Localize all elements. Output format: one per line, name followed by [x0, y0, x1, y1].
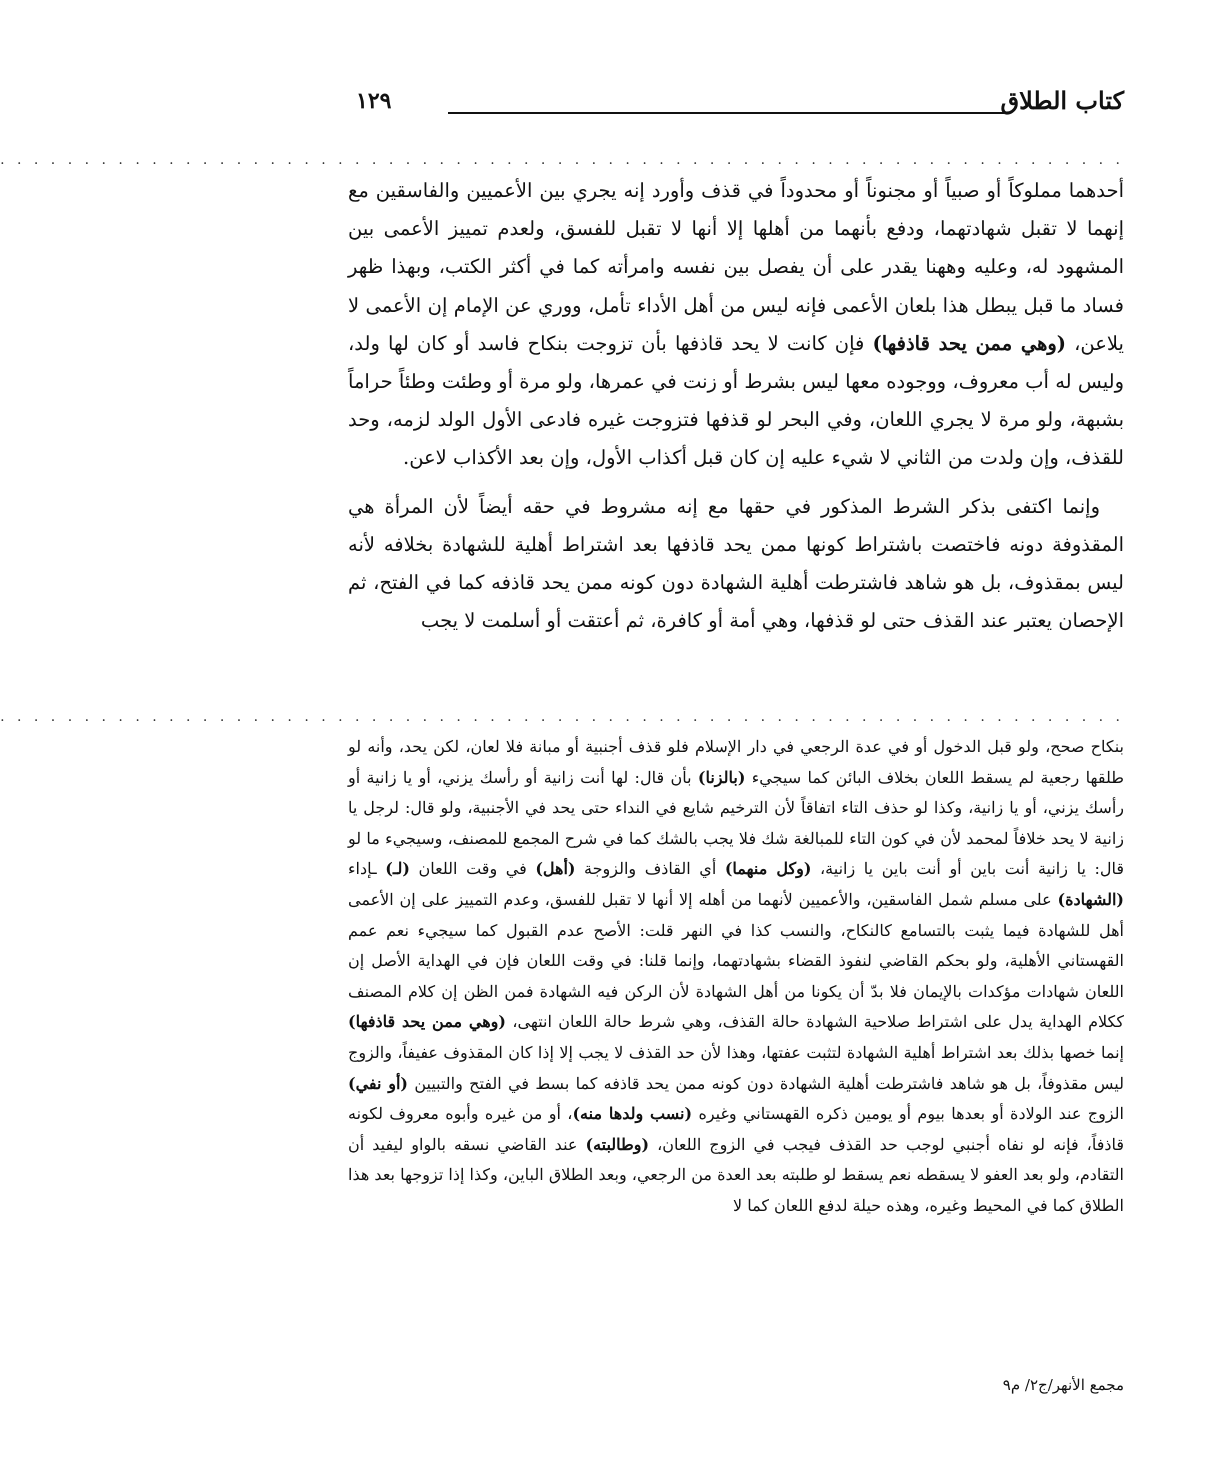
fn-text-1: بنكاح صحح، ولو قبل الدخول أو في عدة الرجعي في دار الإسلام فلو قذف أجنبية أو مبانة فلا لعان، لكن يحد، وأنه لو طلقها رجعية لم يسقط اللعان بخلاف البائن كما سيجيء [348, 737, 1124, 787]
separator-dots-top: . . . . . . . . . . . . . . . . . . . . . . . . . . . . . . . . . . . . . . . . . . . . . . . . . . . . . . . . . . . . . . . . . . . [0, 152, 1124, 168]
separator-dots-footnote: . . . . . . . . . . . . . . . . . . . . . . . . . . . . . . . . . . . . . . . . . . . . . . . . . . . . . . . . . . . . . . . . . . . [0, 709, 1124, 725]
fn-bold-2: (وكل منهما) [724, 859, 812, 879]
main-paragraph-2: وإنما اكتفى بذكر الشرط المذكور في حقها مع إنه مشروط في حقه أيضاً لأن المرأة هي المقذوفة دونه فاختصت باشتراط كونها ممن يحد قاذفها بعد اشتراط أهلية للشهادة بخلافه لأنه ليس بمقذوف، بل هو شاهد فاشترطت أهلية الشهادة دون كونه ممن يحد قاذفه كما في الفتح، ثم الإحصان يعتبر عند القذف حتى لو قذفها، وهي أمة أو كافرة، ثم أعتقت أو أسلمت لا يجب [348, 494, 1124, 633]
main-paragraph-1 [348, 172, 1124, 478]
fn-text-10: عند القاضي نسقه بالواو ليفيد أن التقادم، ولو بعد العفو لا يسقطه نعم يسقط لو طلبته بعد العدة من الرجعي، وبعد الطلاق الباين، وكذا إذا تزوجها بعد هذا الطلاق كما في المحيط وغيره، وهذه حيلة لدفع اللعان كما لا [348, 1134, 1124, 1215]
fn-bold-8: (نسب ولدها منه) [572, 1104, 693, 1124]
fn-text-5: ـإداء [348, 859, 386, 879]
running-title: كتاب الطلاق [1000, 86, 1124, 115]
main-p1-text-c: فإن كانت لا يحد قاذفها بأن تزوجت بنكاح فاسد أو كان لها ولد، وليس له أب معروف، ووجوده معها ليس بشرط أو زنت في عمرها، ولو مرة أو وطئت وطئاً حراماً بشبهة، ولو مرة لا يجري اللعان، وفي البحر لو قذفها فتزوجت غيره فادعى الأول الولد لزمه، وحد للقذف، وإن ولدت من الثاني لا شيء عليه إن كان قبل أكذاب الأول، وإن بعد الأكذاب لاعن. [348, 331, 1124, 470]
fn-bold-1: (بالزنا) [697, 767, 746, 787]
commentary-paragraph [348, 732, 1124, 1222]
fn-bold-5: (الشهادة) [1057, 889, 1124, 909]
fn-text-8: الزوج عند الولادة أو بعدها بيوم أو يومين ذكره القهستاني وغيره [692, 1104, 1125, 1124]
page-header [348, 82, 1124, 126]
main-text [348, 172, 1124, 640]
page-number: ١٢٩ [356, 88, 392, 114]
fn-bold-7: (أو نفي) [348, 1073, 408, 1093]
fn-text-2: بأن قال: لها أنت زانية أو رأسك يزني، أو يا زانية أو رأسك يزني، أو يا زانية، وكذا لو حذف التاء اتفاقاً لأن الترخيم شايع في النداء حتى يحد في الأجنبية، ولو قال: لرجل يا زانية لا يحد خلافاً لمحمد لأن في كون التاء للمبالغة شك فلا يجب بالشك كما في شرح المجمع للمصنف، وسيجيء ما لو قال: يا زانية أنت باين أو أنت باين يا زانية، [348, 767, 1125, 879]
header-rule [448, 112, 1004, 114]
fn-bold-6: (وهي ممن يحد قاذفها) [348, 1012, 506, 1032]
signature-mark: مجمع الأنهر/ج٢/ م٩ [1002, 1376, 1124, 1394]
fn-bold-4: (لـ) [385, 859, 410, 879]
fn-text-6: على مسلم شمل الفاسقين، والأعميين لأنهما من أهله إلا أنها لا تقبل للفسق، وعدم التمييز على إن الأعمى أهل للشهادة فيما يثبت بالتسامع كالنكاح، والنسب كذا في النهر قلت: الأصح عدم القبول كما سيجيء نعم عمم القهستاني الأهلية، ولو بحكم القاضي لنفوذ القضاء بشهادتهما، وإنما قلنا: في وقت اللعان فإن في الهداية الأصل إن اللعان شهادات مؤكدات بالإيمان فلا بدّ أن يكونا من أهل الشهادة لأن الركن فيه الشهادة فمن الظن إن كلام المصنف ككلام الهداية يدل على اشتراط صلاحية الشهادة حالة القذف، وهي شرط حالة اللعان انتهى، [348, 889, 1124, 1032]
main-p1-bold: (وهي ممن يحد قاذفها) [872, 331, 1067, 355]
fn-text-3: أي القاذف والزوجة [575, 859, 725, 879]
fn-bold-9: (وطالبته) [585, 1134, 650, 1154]
fn-bold-3: (أهل) [535, 859, 576, 879]
fn-text-9: ، أو من غيره وأبوه معروف لكونه قاذفاً، فإنه لو نفاه أجنبي لوجب حد القذف فيجب في الزوج اللعان، [348, 1104, 1125, 1154]
main-p1-text-a: أحدهما مملوكاً أو صبياً أو مجنوناً أو محدوداً في قذف وأورد إنه يجري بين الأعميين والفاسقين مع إنهما لا تقبل شهادتهما، ودفع بأنهما من أهلها إلا أنها لا تقبل للفسق، ولعدم تمييز الأعمى بين المشهود له، وعليه وههنا يقدر على أن يفصل بين نفسه وامرأته كما في أكثر الكتب، وبهذا ظهر فساد ما قبل يبطل هذا بلعان الأعمى فإنه ليس من أهل الأداء تأمل، ووري عن الإمام إن الأعمى لا يلاعن، [348, 179, 1124, 355]
fn-text-7: إنما خصها بذلك بعد اشتراط أهلية الشهادة لتثبت عفتها، وهذا لأن حد القذف لا يجب إلا إذا كان المقذوف عفيفاً، والزوج ليس مقذوفاً، بل هو شاهد فاشترطت أهلية الشهادة دون كونه ممن يحد قاذفه كما بسط في الفتح والتبيين [348, 1042, 1124, 1093]
fn-text-4: في وقت اللعان [409, 859, 536, 879]
commentary-text [348, 732, 1124, 1222]
